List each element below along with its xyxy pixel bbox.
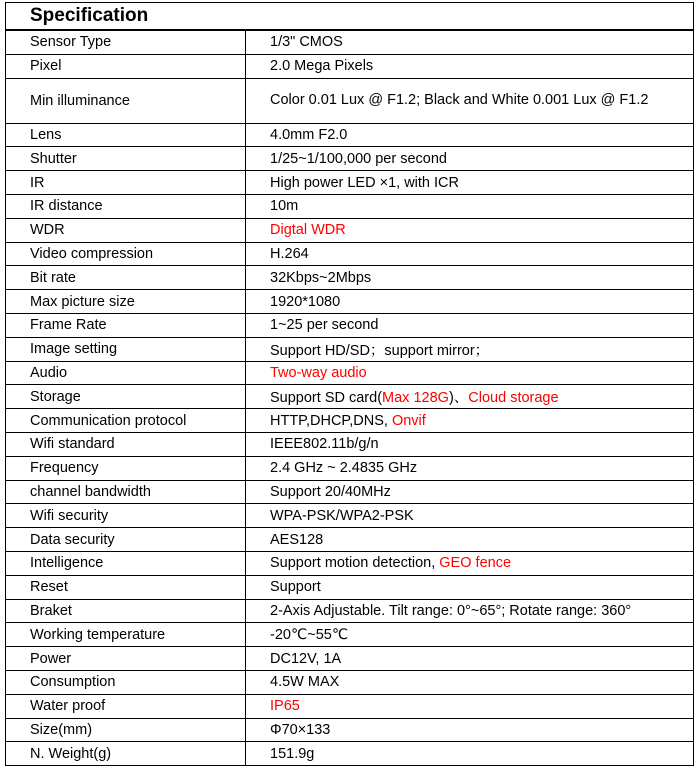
spec-value-text: Φ70×133 <box>270 721 331 738</box>
spec-value <box>246 480 694 504</box>
spec-value-text: High power LED ×1, with ICR <box>270 174 459 191</box>
spec-row <box>6 171 694 195</box>
spec-value <box>246 147 694 171</box>
spec-label: Wifi security <box>6 504 246 528</box>
spec-value-highlight: Max 128G <box>382 390 449 407</box>
spec-value-text: 1/25~1/100,000 per second <box>270 150 447 167</box>
spec-value <box>246 78 694 123</box>
spec-label: WDR <box>6 218 246 242</box>
spec-row <box>6 694 694 718</box>
spec-value <box>246 504 694 528</box>
spec-row <box>6 718 694 742</box>
spec-row <box>6 123 694 147</box>
spec-value <box>246 290 694 314</box>
spec-label: Intelligence <box>6 551 246 575</box>
spec-table <box>5 2 694 766</box>
spec-value-text: 1/3" CMOS <box>270 34 343 51</box>
spec-row <box>6 218 694 242</box>
spec-label: Sensor Type <box>6 30 246 54</box>
spec-value-text: 2.4 GHz ~ 2.4835 GHz <box>270 460 418 477</box>
spec-value <box>246 361 694 385</box>
spec-label: Working temperature <box>6 623 246 647</box>
spec-value-highlight: IP65 <box>270 698 300 715</box>
spec-label: Reset <box>6 575 246 599</box>
spec-value-text: AES128 <box>270 531 324 548</box>
spec-row <box>6 242 694 266</box>
spec-value-text: Support motion detection, <box>270 555 440 572</box>
spec-label: Min illuminance <box>6 78 246 123</box>
spec-value-text: H.264 <box>270 245 309 262</box>
spec-label: Bit rate <box>6 266 246 290</box>
spec-value-highlight: Onvif <box>391 412 426 429</box>
spec-row <box>6 456 694 480</box>
spec-value <box>246 432 694 456</box>
spec-row <box>6 30 694 54</box>
spec-row <box>6 480 694 504</box>
spec-row <box>6 647 694 671</box>
spec-value <box>246 694 694 718</box>
spec-value-text: Support 20/40MHz <box>270 483 391 500</box>
spec-label: Power <box>6 647 246 671</box>
spec-row <box>6 78 694 123</box>
spec-value-text: 1~25 per second <box>270 317 379 334</box>
spec-value <box>246 647 694 671</box>
spec-value <box>246 30 694 54</box>
spec-row <box>6 361 694 385</box>
spec-value-text: DC12V, 1A <box>270 650 342 667</box>
spec-value <box>246 194 694 218</box>
spec-value-text: 151.9g <box>270 745 315 762</box>
spec-value <box>246 337 694 361</box>
spec-value-highlight: Digtal WDR <box>270 222 346 239</box>
spec-value-text: 1920*1080 <box>270 293 341 310</box>
spec-header-row <box>6 3 694 31</box>
spec-value-text: Support SD card( <box>270 390 383 407</box>
spec-row <box>6 670 694 694</box>
spec-value <box>246 528 694 552</box>
spec-value <box>246 599 694 623</box>
spec-value-text: 2-Axis Adjustable. Tilt range: 0°~65°; Rotate range: 360° <box>270 602 632 619</box>
spec-row <box>6 623 694 647</box>
spec-row <box>6 147 694 171</box>
spec-value-text: Color 0.01 Lux @ F1.2; Black and White 0.001 Lux @ F1.2 <box>270 92 649 109</box>
spec-value-text: Support HD/SD；support mirror； <box>270 342 490 359</box>
spec-value <box>246 385 694 409</box>
spec-value-text: 2.0 Mega Pixels <box>270 58 374 75</box>
spec-label: Storage <box>6 385 246 409</box>
spec-value-text: WPA-PSK/WPA2-PSK <box>270 507 414 524</box>
spec-label: Video compression <box>6 242 246 266</box>
spec-value <box>246 456 694 480</box>
spec-label: Wifi standard <box>6 432 246 456</box>
spec-row <box>6 54 694 78</box>
spec-row <box>6 528 694 552</box>
spec-label: channel bandwidth <box>6 480 246 504</box>
spec-row <box>6 504 694 528</box>
spec-value <box>246 718 694 742</box>
spec-value <box>246 670 694 694</box>
spec-label: Max picture size <box>6 290 246 314</box>
spec-title: Specification <box>6 3 694 31</box>
spec-value <box>246 266 694 290</box>
spec-row <box>6 409 694 433</box>
spec-label: Audio <box>6 361 246 385</box>
spec-label: IR distance <box>6 194 246 218</box>
spec-row <box>6 194 694 218</box>
spec-row <box>6 432 694 456</box>
spec-value <box>246 218 694 242</box>
spec-value <box>246 409 694 433</box>
spec-value <box>246 313 694 337</box>
spec-value <box>246 242 694 266</box>
spec-label: Image setting <box>6 337 246 361</box>
spec-row <box>6 290 694 314</box>
spec-label: Braket <box>6 599 246 623</box>
spec-value-text: 4.0mm F2.0 <box>270 126 348 143</box>
spec-value <box>246 123 694 147</box>
spec-value <box>246 742 694 766</box>
spec-value <box>246 54 694 78</box>
spec-label: Data security <box>6 528 246 552</box>
spec-row <box>6 313 694 337</box>
spec-body <box>6 30 694 766</box>
spec-label: Frame Rate <box>6 313 246 337</box>
spec-value-text: 32Kbps~2Mbps <box>270 269 372 286</box>
spec-row <box>6 575 694 599</box>
spec-value-text: IEEE802.11b/g/n <box>270 436 379 453</box>
spec-row <box>6 385 694 409</box>
spec-row <box>6 337 694 361</box>
spec-label: IR <box>6 171 246 195</box>
spec-value-text: HTTP,DHCP,DNS, <box>270 412 392 429</box>
spec-value <box>246 551 694 575</box>
spec-label: Shutter <box>6 147 246 171</box>
spec-value-highlight: Cloud storage <box>468 390 559 407</box>
spec-label: Pixel <box>6 54 246 78</box>
spec-label: Communication protocol <box>6 409 246 433</box>
spec-label: Frequency <box>6 456 246 480</box>
spec-value-text: -20℃~55℃ <box>270 626 349 643</box>
spec-value-text: 4.5W MAX <box>270 674 340 691</box>
spec-value-text: 10m <box>270 198 299 215</box>
spec-label: Water proof <box>6 694 246 718</box>
spec-label: Size(mm) <box>6 718 246 742</box>
spec-value-text: Support <box>270 579 321 596</box>
spec-value-highlight: Two-way audio <box>270 364 367 381</box>
spec-value-highlight: GEO fence <box>439 555 512 572</box>
spec-value <box>246 623 694 647</box>
spec-row <box>6 599 694 623</box>
spec-value <box>246 171 694 195</box>
spec-label: N. Weight(g) <box>6 742 246 766</box>
spec-row <box>6 742 694 766</box>
spec-row <box>6 551 694 575</box>
spec-label: Lens <box>6 123 246 147</box>
spec-sheet <box>5 2 693 766</box>
spec-row <box>6 266 694 290</box>
spec-label: Consumption <box>6 670 246 694</box>
spec-value-text: )、 <box>448 390 469 407</box>
spec-value <box>246 575 694 599</box>
